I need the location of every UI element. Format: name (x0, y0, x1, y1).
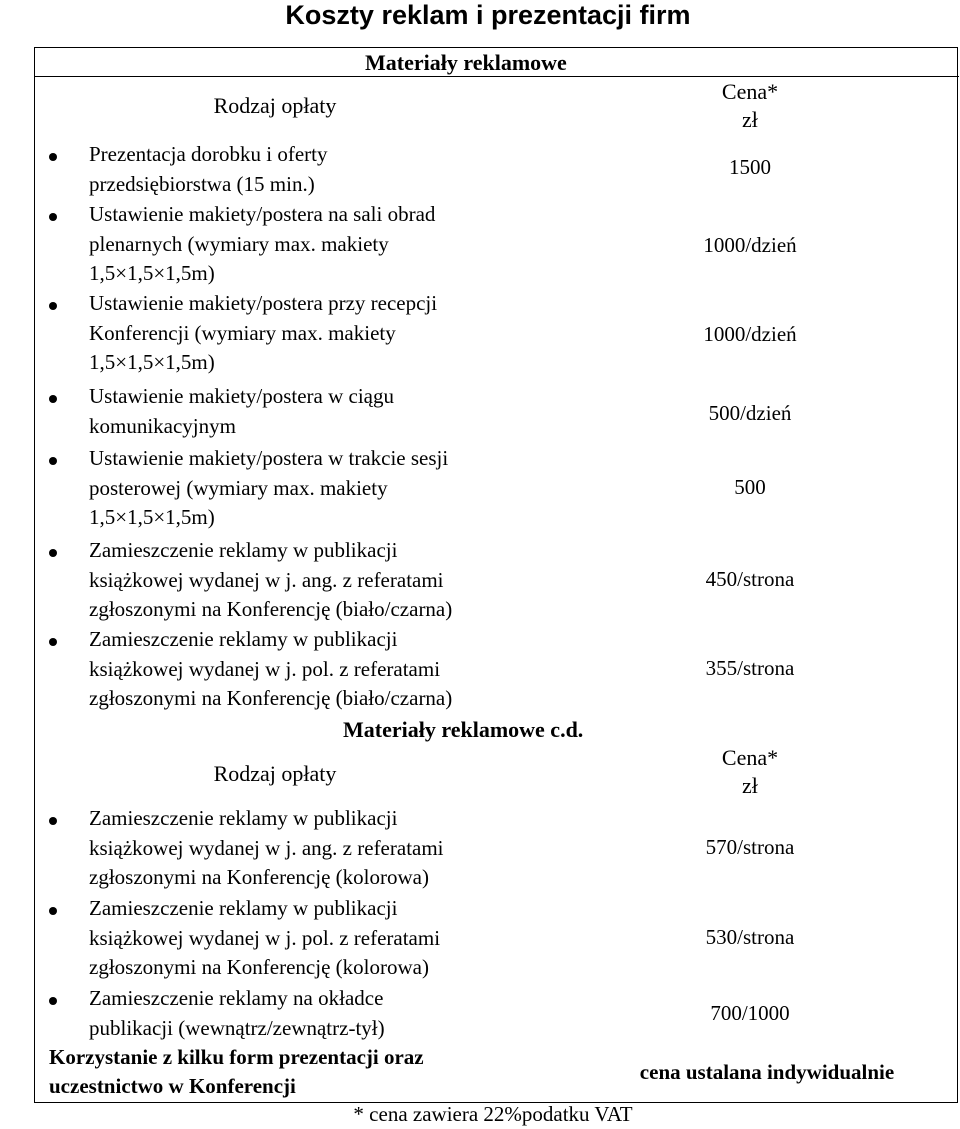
bullet-icon (49, 395, 57, 403)
row-description: Zamieszczenie reklamy na okładce publikacji (wewnątrz/zewnątrz-tył) (89, 986, 385, 1040)
bullet-icon (49, 549, 57, 557)
row-description: Zamieszczenie reklamy w publikacji książkowej wydanej w j. pol. z referatami zgłoszonymi na Konferencję (kolorowa) (89, 896, 441, 979)
row-description: Ustawienie makiety/postera w ciągu komunikacyjnym (89, 384, 394, 438)
row-price: 1000/dzień (703, 322, 797, 346)
price-header-line1: Cena* (721, 745, 779, 770)
row-description: Prezentacja dorobku i oferty przedsiębiorstwa (15 min.) (89, 142, 328, 196)
price-header-line2: zł (742, 773, 758, 798)
row-description: Zamieszczenie reklamy w publikacji książkowej wydanej w j. ang. z referatami zgłoszonymi na Konferencję (kolorowa) (89, 806, 444, 889)
row-price: 500 (734, 475, 766, 499)
row-price: 1500 (729, 155, 771, 179)
combined-offer-price: cena ustalana indywidualnie (639, 1060, 895, 1084)
price-header-line1: Cena* (721, 79, 779, 104)
row-price: 530/strona (705, 925, 795, 949)
column-header-price (655, 744, 845, 800)
row-description: Zamieszczenie reklamy w publikacji książkowej wydanej w j. ang. z referatami zgłoszonymi na Konferencję (biało/czarna) (89, 538, 453, 621)
row-price: 500/dzień (708, 401, 792, 425)
price-header-line2: zł (742, 107, 758, 132)
row-price: 1000/dzień (703, 233, 797, 257)
row-price: 355/strona (705, 656, 795, 680)
column-header-price (655, 78, 845, 134)
bullet-icon (49, 302, 57, 310)
column-header-type: Rodzaj opłaty (213, 93, 337, 118)
row-description: Ustawienie makiety/postera w trakcie sesji posterowej (wymiary max. makiety 1,5×1,5×1,5m) (89, 446, 449, 529)
divider (35, 76, 959, 77)
combined-offer-description: Korzystanie z kilku form prezentacji oraz uczestnictwo w Konferencji (49, 1045, 424, 1098)
bullet-icon (49, 817, 57, 825)
row-description: Ustawienie makiety/postera na sali obrad plenarnych (wymiary max. makiety 1,5×1,5×1,5m) (89, 202, 436, 285)
page-title: Koszty reklam i prezentacji firm (285, 0, 691, 30)
section-heading: Materiały reklamowe (365, 50, 567, 75)
vat-footnote: * cena zawiera 22%podatku VAT (353, 1102, 633, 1126)
row-price: 570/strona (705, 835, 795, 859)
row-description: Zamieszczenie reklamy w publikacji książkowej wydanej w j. pol. z referatami zgłoszonymi na Konferencję (biało/czarna) (89, 627, 453, 710)
row-price: 450/strona (705, 567, 795, 591)
bullet-icon (49, 153, 57, 161)
bullet-icon (49, 907, 57, 915)
row-description: Ustawienie makiety/postera przy recepcji Konferencji (wymiary max. makiety 1,5×1,5×1,5m) (89, 291, 438, 374)
row-price: 700/1000 (710, 1001, 790, 1025)
bullet-icon (49, 213, 57, 221)
bullet-icon (49, 457, 57, 465)
section-heading: Materiały reklamowe c.d. (343, 717, 584, 742)
column-header-type: Rodzaj opłaty (213, 761, 337, 786)
bullet-icon (49, 638, 57, 646)
pricing-table (34, 47, 958, 1103)
bullet-icon (49, 997, 57, 1005)
